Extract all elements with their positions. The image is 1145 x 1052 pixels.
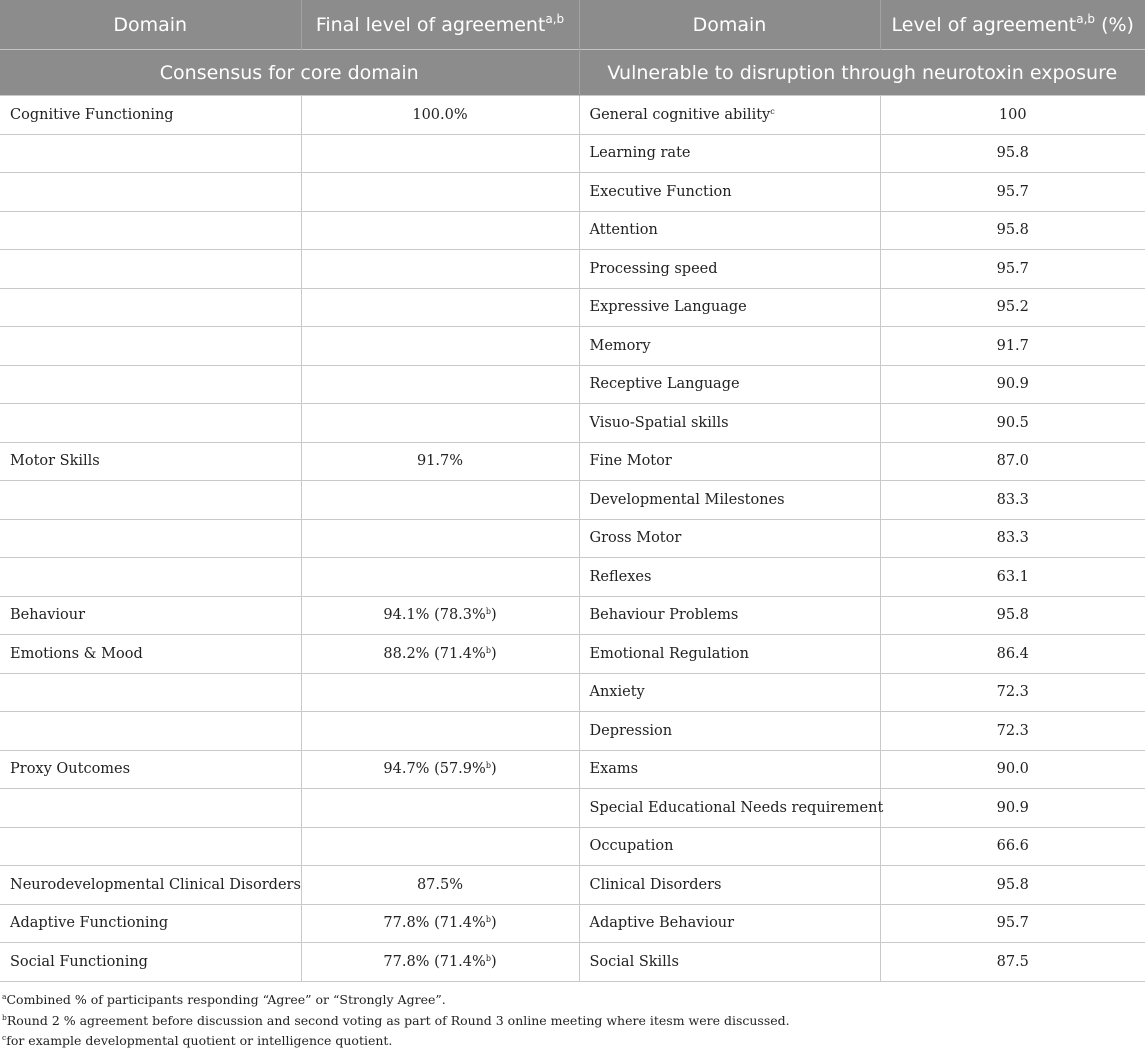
final-agreement-cell: 87.5%	[301, 866, 579, 905]
subdomain-cell: Clinical Disorders	[579, 866, 880, 905]
domain-cell	[0, 558, 301, 597]
table-row	[0, 404, 1145, 443]
table-row	[0, 211, 1145, 250]
domain-cell: Motor Skills	[0, 442, 301, 481]
subdomain-cell: Anxiety	[579, 673, 880, 712]
subdomain-cell: Attention	[579, 211, 880, 250]
final-agreement-cell	[301, 558, 579, 597]
level-agreement-cell: 90.0	[880, 750, 1145, 789]
header-level-agreement-sup: a,b	[1076, 11, 1096, 26]
header-row	[0, 0, 1145, 50]
header-domain: Domain	[0, 0, 301, 50]
table-row	[0, 789, 1145, 828]
domain-cell: Behaviour	[0, 596, 301, 635]
domain-cell	[0, 173, 301, 212]
domain-cell	[0, 250, 301, 289]
footnote-b: $^b$Round 2 % agreement before discussion and second voting as part of Round 3 online meeting where itesm were discussed.	[2, 1012, 790, 1028]
table-row	[0, 673, 1145, 712]
level-agreement-cell: 90.9	[880, 365, 1145, 404]
subdomain-cell: Processing speed	[579, 250, 880, 289]
table-row	[0, 750, 1145, 789]
subdomain-cell: Developmental Milestones	[579, 481, 880, 520]
domain-cell	[0, 404, 301, 443]
table-row	[0, 481, 1145, 520]
domain-cell: Social Functioning	[0, 943, 301, 982]
group-neurotoxin: Vulnerable to disruption through neurotoxin exposure	[579, 50, 1145, 96]
group-core-domain: Consensus for core domain	[0, 50, 579, 96]
final-agreement-cell	[301, 789, 579, 828]
level-agreement-cell: 95.7	[880, 173, 1145, 212]
final-agreement-cell	[301, 365, 579, 404]
domain-cell: Proxy Outcomes	[0, 750, 301, 789]
table-row	[0, 943, 1145, 982]
level-agreement-cell: 87.0	[880, 442, 1145, 481]
table-row	[0, 96, 1145, 135]
table-row	[0, 442, 1145, 481]
final-agreement-cell	[301, 327, 579, 366]
level-agreement-cell: 87.5	[880, 943, 1145, 982]
level-agreement-cell: 100	[880, 96, 1145, 135]
domain-cell	[0, 712, 301, 751]
table-row	[0, 827, 1145, 866]
final-agreement-cell	[301, 134, 579, 173]
final-agreement-cell: 77.8% (71.4%$^b$)	[301, 943, 579, 982]
final-agreement-cell	[301, 712, 579, 751]
header-final-agreement: Final level of agreement$^{a,b}$	[301, 0, 579, 50]
level-agreement-cell: 90.9	[880, 789, 1145, 828]
subdomain-cell: Fine Motor	[579, 442, 880, 481]
level-agreement-cell: 95.8	[880, 596, 1145, 635]
table-row	[0, 365, 1145, 404]
level-agreement-cell: 86.4	[880, 635, 1145, 674]
group-header-row	[0, 50, 1145, 96]
final-agreement-cell	[301, 519, 579, 558]
subdomain-cell: Depression	[579, 712, 880, 751]
subdomain-cell: Visuo-Spatial skills	[579, 404, 880, 443]
level-agreement-cell: 66.6	[880, 827, 1145, 866]
final-agreement-cell	[301, 250, 579, 289]
domain-cell: Adaptive Functioning	[0, 904, 301, 943]
table-row	[0, 558, 1145, 597]
subdomain-cell: Executive Function	[579, 173, 880, 212]
table-row	[0, 288, 1145, 327]
final-agreement-cell: 94.7% (57.9%$^b$)	[301, 750, 579, 789]
final-agreement-cell: 91.7%	[301, 442, 579, 481]
subdomain-cell: Learning rate	[579, 134, 880, 173]
subdomain-cell: Reflexes	[579, 558, 880, 597]
subdomain-cell: Emotional Regulation	[579, 635, 880, 674]
subdomain-cell: Behaviour Problems	[579, 596, 880, 635]
subdomain-cell: Social Skills	[579, 943, 880, 982]
level-agreement-cell: 95.7	[880, 904, 1145, 943]
subdomain-cell: Special Educational Needs requirement	[579, 789, 880, 828]
subdomain-cell: Memory	[579, 327, 880, 366]
subdomain-cell: Adaptive Behaviour	[579, 904, 880, 943]
header-final-agreement-sup: a,b	[545, 11, 565, 26]
final-agreement-cell	[301, 404, 579, 443]
level-agreement-cell: 95.8	[880, 866, 1145, 905]
level-agreement-cell: 95.2	[880, 288, 1145, 327]
table-row	[0, 712, 1145, 751]
footnotes	[2, 990, 790, 1052]
level-agreement-cell: 63.1	[880, 558, 1145, 597]
subdomain-cell: General cognitive ability$^c$	[579, 96, 880, 135]
final-agreement-cell: 100.0%	[301, 96, 579, 135]
level-agreement-cell: 95.7	[880, 250, 1145, 289]
level-agreement-cell: 72.3	[880, 712, 1145, 751]
subdomain-cell: Expressive Language	[579, 288, 880, 327]
final-agreement-cell: 77.8% (71.4%$^b$)	[301, 904, 579, 943]
level-agreement-cell: 95.8	[880, 134, 1145, 173]
domain-cell: Emotions & Mood	[0, 635, 301, 674]
domain-cell	[0, 673, 301, 712]
final-agreement-cell	[301, 173, 579, 212]
final-agreement-cell	[301, 673, 579, 712]
table-row	[0, 173, 1145, 212]
table-row	[0, 519, 1145, 558]
domain-cell	[0, 365, 301, 404]
header-level-agreement: Level of agreement$^{a,b}$ (%)	[880, 0, 1145, 50]
domain-cell	[0, 827, 301, 866]
domain-cell	[0, 134, 301, 173]
domain-cell	[0, 481, 301, 520]
final-agreement-cell: 88.2% (71.4%$^b$)	[301, 635, 579, 674]
level-agreement-cell: 90.5	[880, 404, 1145, 443]
footnote-c: $^c$for example developmental quotient or intelligence quotient.	[2, 1033, 393, 1048]
level-agreement-cell: 91.7	[880, 327, 1145, 366]
level-agreement-cell: 83.3	[880, 519, 1145, 558]
domain-cell	[0, 519, 301, 558]
table-row	[0, 596, 1145, 635]
final-agreement-cell	[301, 211, 579, 250]
domain-cell	[0, 789, 301, 828]
subdomain-cell: Receptive Language	[579, 365, 880, 404]
final-agreement-cell	[301, 288, 579, 327]
final-agreement-cell	[301, 827, 579, 866]
footnote-a: $^a$Combined % of participants responding “Agree” or “Strongly Agree”.	[2, 992, 446, 1007]
domain-cell	[0, 288, 301, 327]
table-row	[0, 134, 1145, 173]
table-row	[0, 904, 1145, 943]
table-header	[0, 0, 1145, 96]
level-agreement-cell: 72.3	[880, 673, 1145, 712]
table-body	[0, 96, 1145, 982]
subdomain-cell: Gross Motor	[579, 519, 880, 558]
table-row	[0, 635, 1145, 674]
header-subdomain: Domain	[579, 0, 880, 50]
level-agreement-cell: 83.3	[880, 481, 1145, 520]
subdomain-cell: Occupation	[579, 827, 880, 866]
table-row	[0, 327, 1145, 366]
domain-cell: Neurodevelopmental Clinical Disorders	[0, 866, 301, 905]
domain-cell	[0, 327, 301, 366]
table-row	[0, 250, 1145, 289]
final-agreement-cell	[301, 481, 579, 520]
subdomain-cell: Exams	[579, 750, 880, 789]
table-row	[0, 866, 1145, 905]
final-agreement-cell: 94.1% (78.3%$^b$)	[301, 596, 579, 635]
domain-cell: Cognitive Functioning	[0, 96, 301, 135]
domain-cell	[0, 211, 301, 250]
level-agreement-cell: 95.8	[880, 211, 1145, 250]
